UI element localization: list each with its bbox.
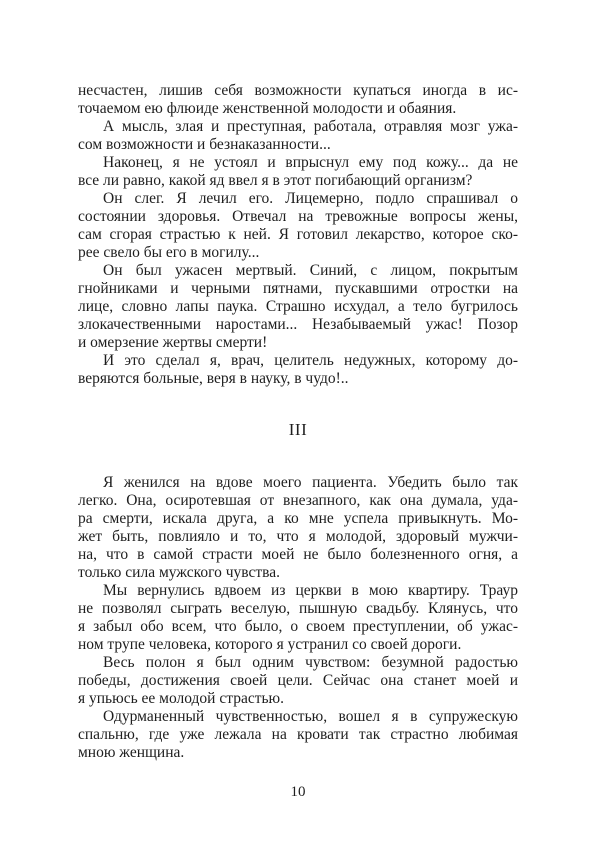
text-line: злокачественными наростами... Незабываемый ужас! Позор xyxy=(78,316,518,333)
text-line: состоянии здоровья. Отвечал на тревожные вопросы жены, xyxy=(78,208,518,225)
paragraph xyxy=(78,262,518,352)
text-line: на, что в самой страсти моей не было болезненного огня, а xyxy=(78,546,518,563)
text-line: сом возможности и безнаказанности... xyxy=(78,136,331,153)
text-line: Он был ужасен мертвый. Синий, с лицом, покрытым xyxy=(103,262,518,279)
text-line: не позволял сыграть веселую, пышную свадьбу. Клянусь, что xyxy=(78,600,518,617)
text-line: И это сделал я, врач, целитель недужных, которому до- xyxy=(103,352,518,369)
chapter-heading: III xyxy=(288,420,308,439)
text-line: жет быть, повлияло и то, что я молодой, здоровый мужчи- xyxy=(78,528,518,545)
paragraph xyxy=(78,352,518,388)
text-line: я упьюсь ее молодой страстью. xyxy=(78,690,285,707)
text-line: сам сгорая страстью к ней. Я готовил лекарство, которое ско- xyxy=(78,226,518,243)
text-line: Мы вернулись вдвоем из церкви в мою квартиру. Траур xyxy=(103,582,518,599)
text-line: гнойниками и черными пятнами, пускавшими отростки на xyxy=(78,280,518,297)
paragraph xyxy=(78,654,518,708)
text-line: Наконец, я не устоял и впрыснул ему под кожу... да не xyxy=(103,154,518,171)
paragraph xyxy=(78,82,518,118)
text-line: рее свело бы его в могилу... xyxy=(78,244,260,261)
text-line: Он слег. Я лечил его. Лицемерно, подло спрашивал о xyxy=(103,190,518,207)
text-line: ра смерти, искала друга, а ко мне успела привыкнуть. Мо- xyxy=(78,510,518,527)
text-line: точаемом ею флюиде женственной молодости и обаяния. xyxy=(78,100,457,117)
text-line: мною женщина. xyxy=(78,744,185,761)
text-line: лице, словно лапы паука. Страшно исхудал, а тело бугрилось xyxy=(78,298,518,315)
text-line: веряются больные, веря в науку, в чудо!.. xyxy=(78,370,349,387)
page-text xyxy=(78,0,518,800)
text-line: ном трупе человека, которого я устранил со своей дороги. xyxy=(78,636,462,653)
paragraph xyxy=(78,582,518,654)
text-line: Весь полон я был одним чувством: безумной радостью xyxy=(103,654,518,671)
paragraph xyxy=(78,154,518,190)
text-line: легко. Она, осиротевшая от внезапного, как она думала, уда- xyxy=(78,492,518,509)
text-line: победы, достижения своей цели. Сейчас она станет моей и xyxy=(78,672,518,689)
text-line: несчастен, лишив себя возможности купаться иногда в ис- xyxy=(78,82,518,99)
text-line: все ли равно, какой яд ввел я в этот погибающий организм? xyxy=(78,172,473,189)
paragraph xyxy=(78,118,518,154)
text-line: и омерзение жертвы смерти! xyxy=(78,334,268,351)
paragraph xyxy=(78,474,518,582)
section-2 xyxy=(78,474,518,762)
page-number: 10 xyxy=(290,784,306,800)
text-line: я забыл обо всем, что было, о своем преступлении, об ужас- xyxy=(78,618,518,635)
text-line: только сила мужского чувства. xyxy=(78,564,280,581)
text-line: А мысль, злая и преступная, работала, отравляя мозг ужа- xyxy=(103,118,518,135)
text-line: Я женился на вдове моего пациента. Убедить было так xyxy=(103,474,518,491)
text-line: Одурманенный чувственностью, вошел я в супружескую xyxy=(103,708,518,725)
section-1 xyxy=(78,82,518,388)
paragraph xyxy=(78,190,518,262)
text-line: спальню, где уже лежала на кровати так страстно любимая xyxy=(78,726,518,743)
paragraph xyxy=(78,708,518,762)
